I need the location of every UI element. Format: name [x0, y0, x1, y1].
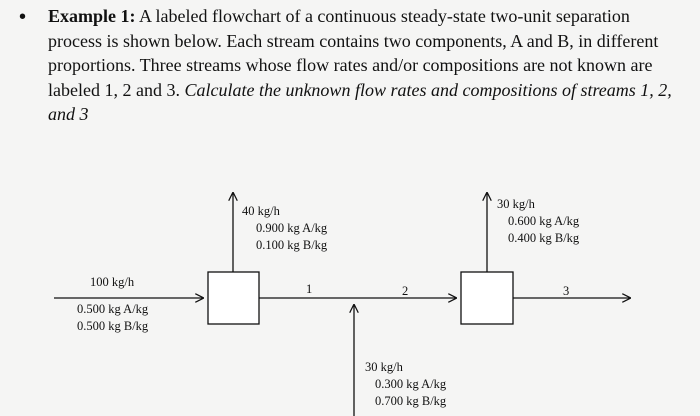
top1-stream-label [242, 203, 280, 220]
side-feed-b: 0.700 kg B/kg [375, 394, 447, 408]
side-feed-flow: 30 kg/h [365, 360, 403, 374]
top2-b: 0.400 kg B/kg [508, 231, 580, 245]
problem-text [48, 4, 688, 127]
problem-task: Calculate the unknown flow rates and compositions of streams 1, 2, and 3 [48, 79, 672, 124]
separator-unit-2 [461, 272, 513, 324]
stream-3-id: 3 [563, 284, 570, 298]
stream-2-id: 2 [402, 284, 409, 298]
top2-stream-label [497, 196, 535, 213]
separator-unit-1 [208, 272, 259, 324]
side-feed-composition [375, 376, 446, 410]
flowchart-lines [0, 127, 700, 416]
problem-body: A labeled flowchart of a continuous steady-state two-unit separation process is shown below. Each stream contains two components, A and B, in different proportions. Three streams whose flow rates and/or compositions are not known are labeled 1, 2 and 3. [48, 6, 659, 100]
top2-composition [508, 213, 579, 247]
feed-a: 0.500 kg A/kg [77, 302, 149, 316]
problem-statement [0, 0, 700, 127]
bullet: • [19, 6, 27, 28]
feed-composition [77, 301, 148, 335]
feed-stream-label [90, 274, 134, 291]
stream-1-id: 1 [306, 282, 313, 296]
feed-b: 0.500 kg B/kg [77, 319, 149, 333]
top1-composition [256, 220, 327, 254]
top1-a: 0.900 kg A/kg [256, 221, 328, 235]
top2-flow: 30 kg/h [497, 197, 535, 211]
flowchart [0, 127, 700, 416]
example-label: Example 1: [48, 6, 136, 26]
side-feed-a: 0.300 kg A/kg [375, 377, 447, 391]
top2-a: 0.600 kg A/kg [508, 214, 580, 228]
top1-b: 0.100 kg B/kg [256, 238, 328, 252]
feed-flow: 100 kg/h [90, 275, 135, 289]
top1-flow: 40 kg/h [242, 204, 280, 218]
side-feed-stream-label [365, 359, 403, 376]
